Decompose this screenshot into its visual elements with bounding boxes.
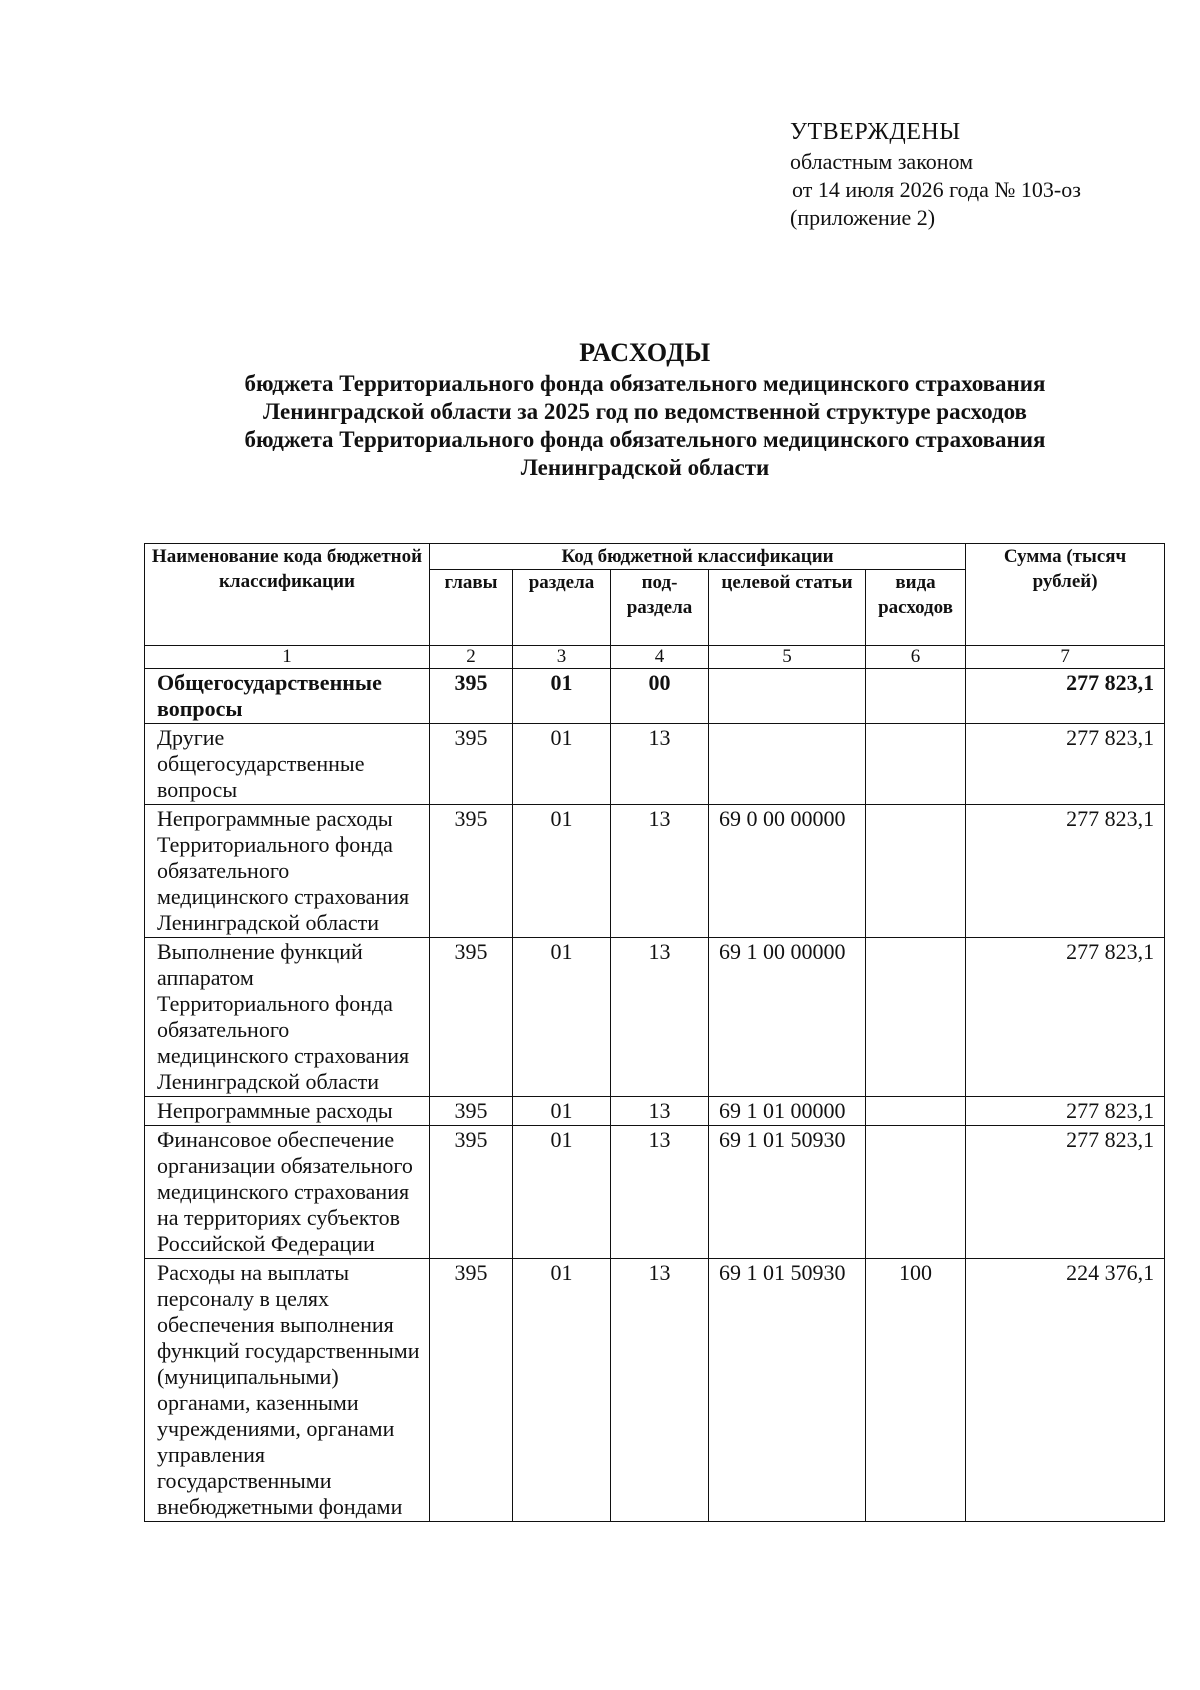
row-name: Непрограммные расходы Территориального фонда обязательного медицинского страхования Ленинградской области: [145, 805, 430, 938]
document-title: [140, 336, 1150, 482]
row-podrazdela: 13: [611, 805, 709, 938]
row-glavy: 395: [430, 669, 513, 724]
row-podrazdela: 13: [611, 1259, 709, 1522]
row-razdela: 01: [513, 1126, 611, 1259]
row-razdela: 01: [513, 1259, 611, 1522]
row-sum: 277 823,1: [966, 1126, 1165, 1259]
row-name: Выполнение функций аппаратом Территориального фонда обязательного медицинского страхования Ленинградской области: [145, 938, 430, 1097]
column-number: 7: [966, 646, 1165, 669]
column-number: 1: [145, 646, 430, 669]
row-sum: 277 823,1: [966, 938, 1165, 1097]
row-expense-type: [866, 805, 966, 938]
row-expense-type: 100: [866, 1259, 966, 1522]
row-podrazdela: 13: [611, 1126, 709, 1259]
column-number: 2: [430, 646, 513, 669]
row-glavy: 395: [430, 1097, 513, 1126]
row-target-article: 69 1 01 50930: [709, 1259, 866, 1522]
row-name: Финансовое обеспечение организации обязательного медицинского страхования на территориях субъектов Российской Федерации: [145, 1126, 430, 1259]
table-body: [145, 669, 1165, 1522]
row-razdela: 01: [513, 669, 611, 724]
table-row: [145, 1259, 1165, 1522]
title-line-4: Ленинградской области: [520, 455, 770, 480]
row-expense-type: [866, 669, 966, 724]
header-sum: Сумма (тысяч рублей): [966, 544, 1165, 646]
row-sum: 277 823,1: [966, 805, 1165, 938]
row-glavy: 395: [430, 805, 513, 938]
row-name: Непрограммные расходы: [145, 1097, 430, 1126]
row-target-article: 69 1 01 50930: [709, 1126, 866, 1259]
row-razdela: 01: [513, 1097, 611, 1126]
row-name: Другие общегосударственные вопросы: [145, 724, 430, 805]
row-razdela: 01: [513, 938, 611, 1097]
row-target-article: 69 1 01 00000: [709, 1097, 866, 1126]
approval-law: областным законом: [790, 149, 974, 174]
row-expense-type: [866, 938, 966, 1097]
header-celevoy: целевой статьи: [709, 570, 866, 646]
row-target-article: [709, 669, 866, 724]
row-sum: 277 823,1: [966, 724, 1165, 805]
header-razdela: раздела: [513, 570, 611, 646]
row-target-article: 69 1 00 00000: [709, 938, 866, 1097]
header-name: Наименование кода бюджетной классификации: [145, 544, 430, 646]
column-number: 3: [513, 646, 611, 669]
approval-title: УТВЕРЖДЕНЫ: [790, 119, 961, 145]
row-podrazdela: 00: [611, 669, 709, 724]
column-number: 4: [611, 646, 709, 669]
table-row: [145, 805, 1165, 938]
column-number: 5: [709, 646, 866, 669]
row-expense-type: [866, 1126, 966, 1259]
row-glavy: 395: [430, 724, 513, 805]
title-main: РАСХОДЫ: [579, 338, 711, 367]
table-row: [145, 724, 1165, 805]
header-code-group: Код бюджетной классификации: [430, 544, 966, 570]
title-line-3: бюджета Территориального фонда обязательного медицинского страхования: [244, 427, 1046, 452]
approval-appendix: (приложение 2): [790, 205, 936, 230]
row-expense-type: [866, 724, 966, 805]
approval-date: от 14 июля 2026 года № 103-оз: [792, 177, 1081, 202]
table-row: [145, 669, 1165, 724]
row-podrazdela: 13: [611, 1097, 709, 1126]
header-glavy: главы: [430, 570, 513, 646]
row-name: Расходы на выплаты персоналу в целях обеспечения выполнения функций государственными (муниципальными) органами, казенными учреждениями, органами управления государственными внебюджетными фондами: [145, 1259, 430, 1522]
row-sum: 224 376,1: [966, 1259, 1165, 1522]
row-podrazdela: 13: [611, 938, 709, 1097]
table-row: [145, 1097, 1165, 1126]
row-glavy: 395: [430, 938, 513, 1097]
header-vida: вида расходов: [866, 570, 966, 646]
title-line-2: Ленинградской области за 2025 год по ведомственной структуре расходов: [263, 399, 1027, 424]
row-razdela: 01: [513, 805, 611, 938]
approval-stamp: [790, 118, 1081, 232]
header-podrazdela: под-раздела: [611, 570, 709, 646]
row-sum: 277 823,1: [966, 669, 1165, 724]
table-row: [145, 1126, 1165, 1259]
row-expense-type: [866, 1097, 966, 1126]
row-podrazdela: 13: [611, 724, 709, 805]
row-glavy: 395: [430, 1126, 513, 1259]
row-name: Общегосударственные вопросы: [145, 669, 430, 724]
row-target-article: 69 0 00 00000: [709, 805, 866, 938]
row-razdela: 01: [513, 724, 611, 805]
row-glavy: 395: [430, 1259, 513, 1522]
expenses-table: [144, 543, 1165, 1522]
row-target-article: [709, 724, 866, 805]
table-row: [145, 938, 1165, 1097]
row-sum: 277 823,1: [966, 1097, 1165, 1126]
column-number: 6: [866, 646, 966, 669]
title-line-1: бюджета Территориального фонда обязательного медицинского страхования: [244, 371, 1046, 396]
column-numbers-row: [145, 646, 1165, 669]
